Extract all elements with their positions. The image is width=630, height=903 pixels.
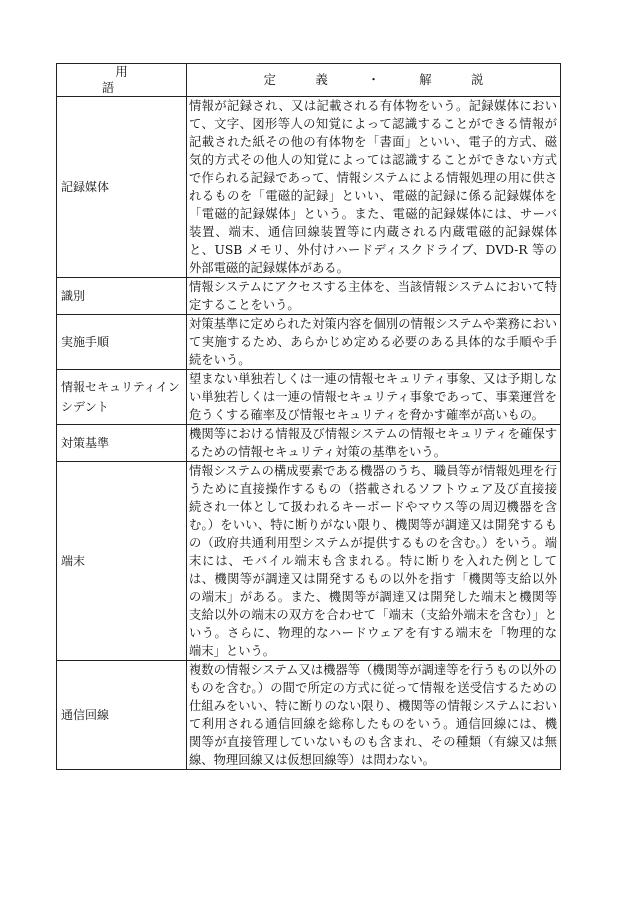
term-cell: 端末 <box>57 462 187 661</box>
definition-cell: 望まない単独若しくは一連の情報セキュリティ事象、又は予期しない単独若しくは一連の情報セキュリティ事象であって、事業運営を危うくする確率及び情報セキュリティを脅かす確率が高いもの。 <box>187 370 561 425</box>
table-row <box>57 425 561 462</box>
term-cell: 識別 <box>57 278 187 315</box>
table-row <box>57 315 561 370</box>
header-term: 用 語 <box>57 64 187 97</box>
definition-cell: 情報システムにアクセスする主体を、当該情報システムにおいて特定することをいう。 <box>187 278 561 315</box>
definition-cell: 機関等における情報及び情報システムの情報セキュリティを確保するための情報セキュリティ対策の基準をいう。 <box>187 425 561 462</box>
table-header-row <box>57 64 561 97</box>
table-row <box>57 462 561 661</box>
header-definition: 定 義 ・ 解 説 <box>187 64 561 97</box>
table-row <box>57 661 561 770</box>
definition-cell: 情報システムの構成要素である機器のうち、職員等が情報処理を行うために直接操作するもの（搭載されるソフトウェア及び直接接続され一体として扱われるキーボードやマウス等の周辺機器を含む。）をいい、特に断りがない限り、機関等が調達又は開発するもの（政府共通利用型システムが提供するものを含む。）をいう。端末には、モバイル端末も含まれる。特に断りを入れた例としては、機関等が調達又は開発するもの以外を指す「機関等支給以外の端末」がある。また、機関等が調達又は開発した端末と機関等支給以外の端末の双方を合わせて「端末（支給外端末を含む）」という。さらに、物理的なハードウェアを有する端末を「物理的な端末」という。 <box>187 462 561 661</box>
table-row <box>57 97 561 278</box>
glossary-table <box>56 63 561 770</box>
term-cell: 対策基準 <box>57 425 187 462</box>
definition-cell: 対策基準に定められた対策内容を個別の情報システムや業務において実施するため、あらかじめ定める必要のある具体的な手順や手続をいう。 <box>187 315 561 370</box>
table-row <box>57 278 561 315</box>
table-row <box>57 370 561 425</box>
term-cell: 実施手順 <box>57 315 187 370</box>
term-cell: 通信回線 <box>57 661 187 770</box>
definition-cell: 情報が記録され、又は記載される有体物をいう。記録媒体において、文字、図形等人の知覚によって認識することができる情報が記載された紙その他の有体物を「書面」といい、電子的方式、磁気的方式その他人の知覚によっては認識することができない方式で作られる記録であって、情報システムによる情報処理の用に供されるものを「電磁的記録」といい、電磁的記録に係る記録媒体を「電磁的記録媒体」という。また、電磁的記録媒体には、サーバ装置、端末、通信回線装置等に内蔵される内蔵電磁的記録媒体と、USB メモリ、外付けハードディスクドライブ、DVD-R 等の外部電磁的記録媒体がある。 <box>187 97 561 278</box>
term-cell: 情報セキュリティインシデント <box>57 370 187 425</box>
term-cell: 記録媒体 <box>57 97 187 278</box>
definition-cell: 複数の情報システム又は機器等（機関等が調達等を行うもの以外のものを含む。）の間で所定の方式に従って情報を送受信するための仕組みをいい、特に断りのない限り、機関等の情報システムにおいて利用される通信回線を総称したものをいう。通信回線には、機関等が直接管理していないものも含まれ、その種類（有線又は無線、物理回線又は仮想回線等）は問わない。 <box>187 661 561 770</box>
